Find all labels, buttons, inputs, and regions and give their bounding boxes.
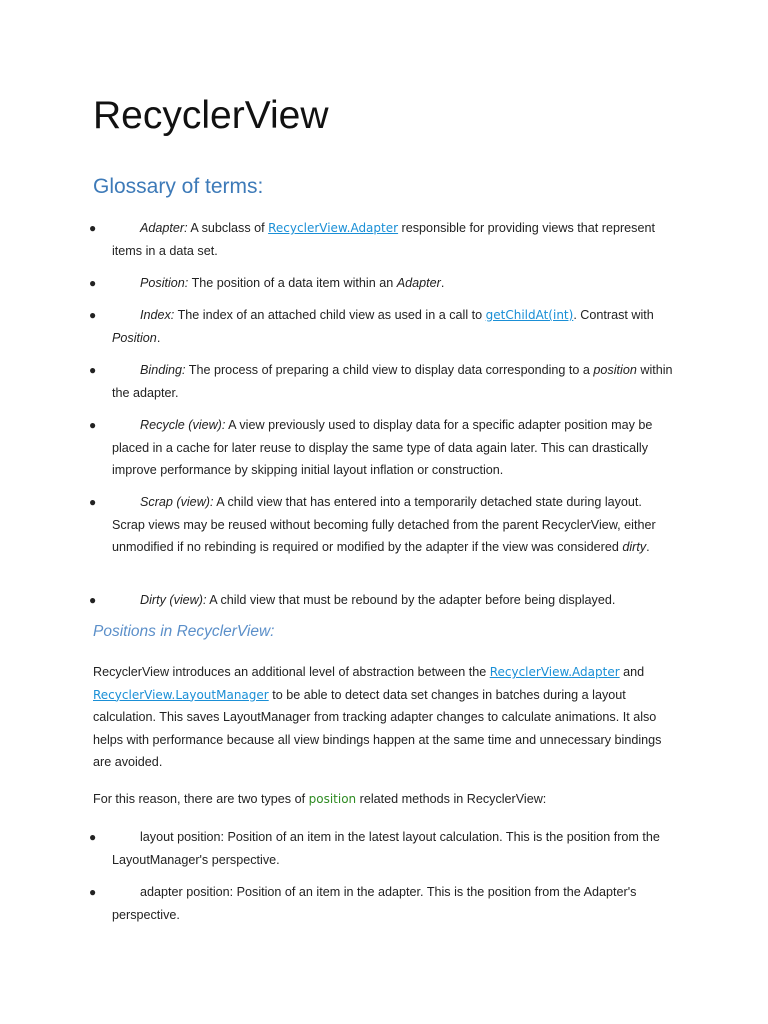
position-code: position (308, 792, 357, 806)
link-recyclerview-adapter-2[interactable]: RecyclerView.Adapter (489, 665, 620, 679)
glossary-item-position: ● Position: The position of a data item within an Adapter. (112, 272, 677, 295)
bullet-icon: ● (89, 885, 97, 899)
glossary-item-scrap: ● Scrap (view): A child view that has entered into a temporarily detached state during layout. Scrap views may be reused without becoming fully detached from the parent RecyclerView, either unmodified if no rebinding is required or modified by the adapter if the view was considered dirty. (112, 491, 677, 559)
bullet-icon: ● (89, 830, 97, 844)
position-type-adapter: ● adapter position: Position of an item in the adapter. This is the position from the Adapter's perspective. (112, 881, 677, 926)
glossary-item-index: ● Index: The index of an attached child view as used in a call to getChildAt(int). Contrast with Position. (112, 304, 677, 349)
glossary-item-binding: ● Binding: The process of preparing a child view to display data corresponding to a position within the adapter. (112, 359, 677, 404)
bullet-icon: ● (89, 308, 97, 322)
position-types-intro: For this reason, there are two types of position related methods in RecyclerView: (93, 792, 547, 806)
position-type-layout: ● layout position: Position of an item in the latest layout calculation. This is the position from the LayoutManager's perspective. (112, 826, 677, 871)
bullet-icon: ● (89, 593, 97, 607)
bullet-icon: ● (89, 418, 97, 432)
positions-heading: Positions in RecyclerView: (93, 623, 275, 640)
link-recyclerview-adapter[interactable]: RecyclerView.Adapter (268, 221, 399, 235)
glossary-item-adapter: ● Adapter: A subclass of RecyclerView.Adapter responsible for providing views that represent items in a data set. (112, 217, 677, 262)
bullet-icon: ● (89, 363, 97, 377)
glossary-heading: Glossary of terms: (93, 175, 264, 198)
glossary-item-dirty: ● Dirty (view): A child view that must be rebound by the adapter before being displayed. (112, 589, 677, 612)
link-getchildat[interactable]: getChildAt(int) (485, 308, 574, 322)
link-recyclerview-layoutmanager[interactable]: RecyclerView.LayoutManager (93, 687, 269, 702)
bullet-icon: ● (89, 495, 97, 509)
bullet-icon: ● (89, 276, 97, 290)
bullet-icon: ● (89, 221, 97, 235)
glossary-item-recycle: ● Recycle (view): A view previously used to display data for a specific adapter position may be placed in a cache for later reuse to display the same type of data again later. This can drastically improve performance by skipping initial layout inflation or construction. (112, 414, 677, 482)
intro-paragraph: RecyclerView introduces an additional level of abstraction between the RecyclerView.Adapter and RecyclerView.LayoutManager to be able to detect data set changes in batches during a layout calculation. This saves LayoutManager from tracking adapter changes to calculate animations. It also helps with performance because all view bindings happen at the same time and unnecessary bindings are avoided. (93, 665, 662, 769)
page-title: RecyclerView (93, 94, 329, 137)
